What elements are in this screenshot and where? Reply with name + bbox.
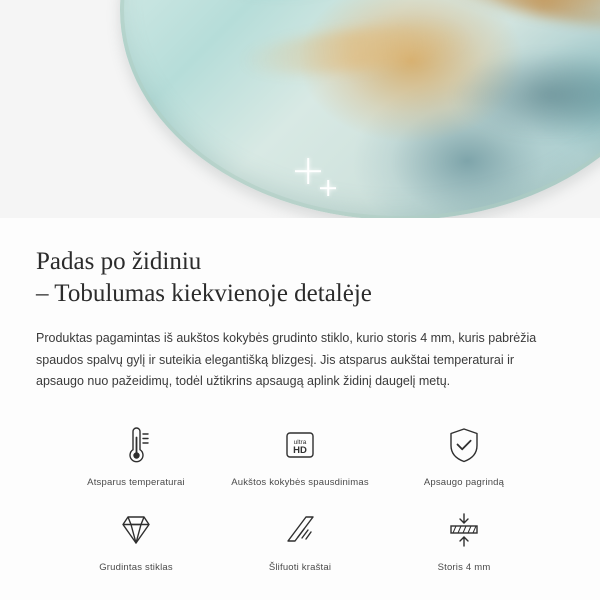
- page-title-line-1: Padas po židiniu: [36, 248, 202, 275]
- feature-item-tempered-glass: [54, 506, 218, 573]
- feature-label: Apsaugo pagrindą: [423, 476, 505, 488]
- ultra-hd-icon: [273, 421, 327, 469]
- feature-grid: [36, 421, 564, 573]
- feature-item-print-quality: [218, 421, 382, 488]
- feature-label: Aukštos kokybės spausdinimas: [231, 476, 369, 488]
- feature-label: Atsparus temperaturai: [87, 476, 185, 488]
- feature-label: Šlifuoti kraštai: [268, 561, 332, 573]
- feature-item-thickness: [382, 506, 546, 573]
- thermometer-icon: [109, 421, 163, 469]
- feature-item-surface-protection: [382, 421, 546, 488]
- feature-label: Grudintas stiklas: [99, 561, 173, 573]
- page-title: [36, 246, 564, 310]
- page-title-line-2: – Tobulumas kiekvienoje detalėje: [36, 280, 372, 307]
- svg-text:HD: HD: [293, 444, 307, 456]
- feature-item-polished-edges: [218, 506, 382, 573]
- marble-vein: [450, 50, 600, 140]
- content-area: [0, 246, 600, 573]
- diamond-icon: [109, 506, 163, 554]
- marble-vein: [418, 0, 600, 41]
- polished-edges-icon: [273, 506, 327, 554]
- hero-image: [0, 0, 600, 218]
- shield-check-icon: [437, 421, 491, 469]
- thickness-icon: [437, 506, 491, 554]
- marble-vein: [239, 18, 472, 82]
- feature-item-temperature-resistant: [54, 421, 218, 488]
- feature-label: Storis 4 mm: [437, 561, 491, 573]
- body-paragraph: Produktas pagamintas iš aukštos kokybės grudinto stiklo, kurio storis 4 mm, kuris pabrėžia spaudos spalvų gylį ir suteikia elegantišką blizgesį. Jis atsparus aukštai temperaturai ir apsaugo nuo pažeidimų, todėl užtikrins apsaugą aplink židinį daugelį metų.: [36, 331, 537, 388]
- svg-text:ultra: ultra: [293, 438, 307, 446]
